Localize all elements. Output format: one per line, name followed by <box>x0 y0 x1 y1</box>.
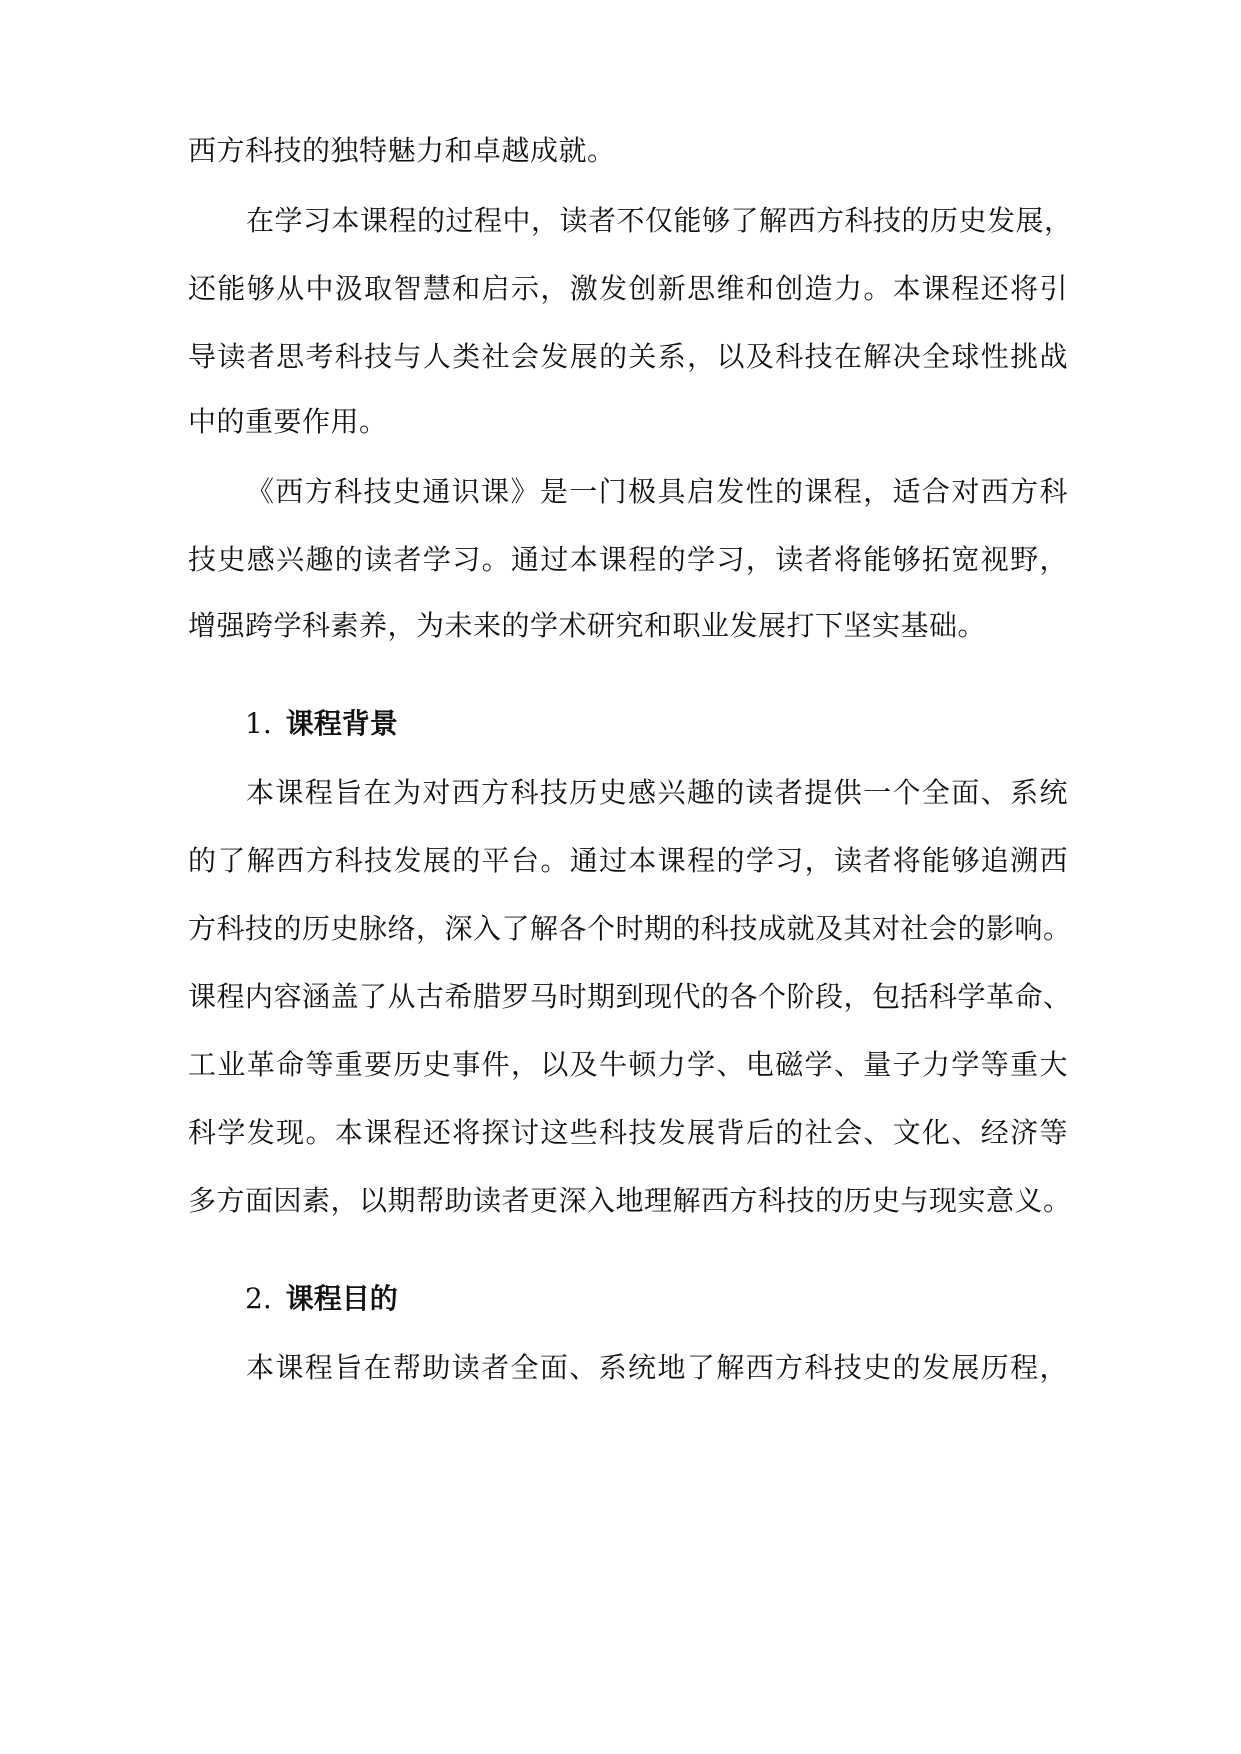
learning-line-4: 中的重要作用。 <box>188 405 388 438</box>
section-1-title: 课程背景 <box>285 707 398 740</box>
section-1-heading <box>245 704 398 744</box>
section-1-line-6: 科学发现。本课程还将探讨这些科技发展背后的社会、文化、经济等 <box>188 1116 1068 1149</box>
summary-line-2: 技史感兴趣的读者学习。通过本课程的学习，读者将能够拓宽视野， <box>188 543 1068 576</box>
section-1-line-5: 工业革命等重要历史事件，以及牛顿力学、电磁学、量子力学等重大 <box>188 1048 1068 1081</box>
section-2-number: 2. <box>245 1282 272 1315</box>
summary-line-3: 增强跨学科素养，为未来的学术研究和职业发展打下坚实基础。 <box>188 609 987 642</box>
section-1-line-1: 本课程旨在为对西方科技历史感兴趣的读者提供一个全面、系统 <box>246 776 1068 809</box>
section-1-number: 1. <box>245 707 272 740</box>
section-1-line-7: 多方面因素，以期帮助读者更深入地理解西方科技的历史与现实意义。 <box>188 1184 1072 1217</box>
learning-line-2: 还能够从中汲取智慧和启示，激发创新思维和创造力。本课程还将引 <box>188 272 1068 305</box>
summary-line-1: 《西方科技史通识课》是一门极具启发性的课程，适合对西方科 <box>246 475 1068 508</box>
section-2-title: 课程目的 <box>285 1282 398 1315</box>
intro-line-1: 西方科技的独特魅力和卓越成就。 <box>188 134 616 167</box>
learning-line-3: 导读者思考科技与人类社会发展的关系，以及科技在解决全球性挑战 <box>188 340 1068 373</box>
section-1-line-4: 课程内容涵盖了从古希腊罗马时期到现代的各个阶段，包括科学革命、 <box>188 980 1072 1013</box>
section-2-line-1: 本课程旨在帮助读者全面、系统地了解西方科技史的发展历程， <box>246 1351 1068 1384</box>
learning-line-1: 在学习本课程的过程中，读者不仅能够了解西方科技的历史发展， <box>246 204 1073 237</box>
section-1-line-3: 方科技的历史脉络，深入了解各个时期的科技成就及其对社会的影响。 <box>188 912 1072 945</box>
section-2-heading <box>245 1279 398 1319</box>
section-1-line-2: 的了解西方科技发展的平台。通过本课程的学习，读者将能够追溯西 <box>188 844 1068 877</box>
